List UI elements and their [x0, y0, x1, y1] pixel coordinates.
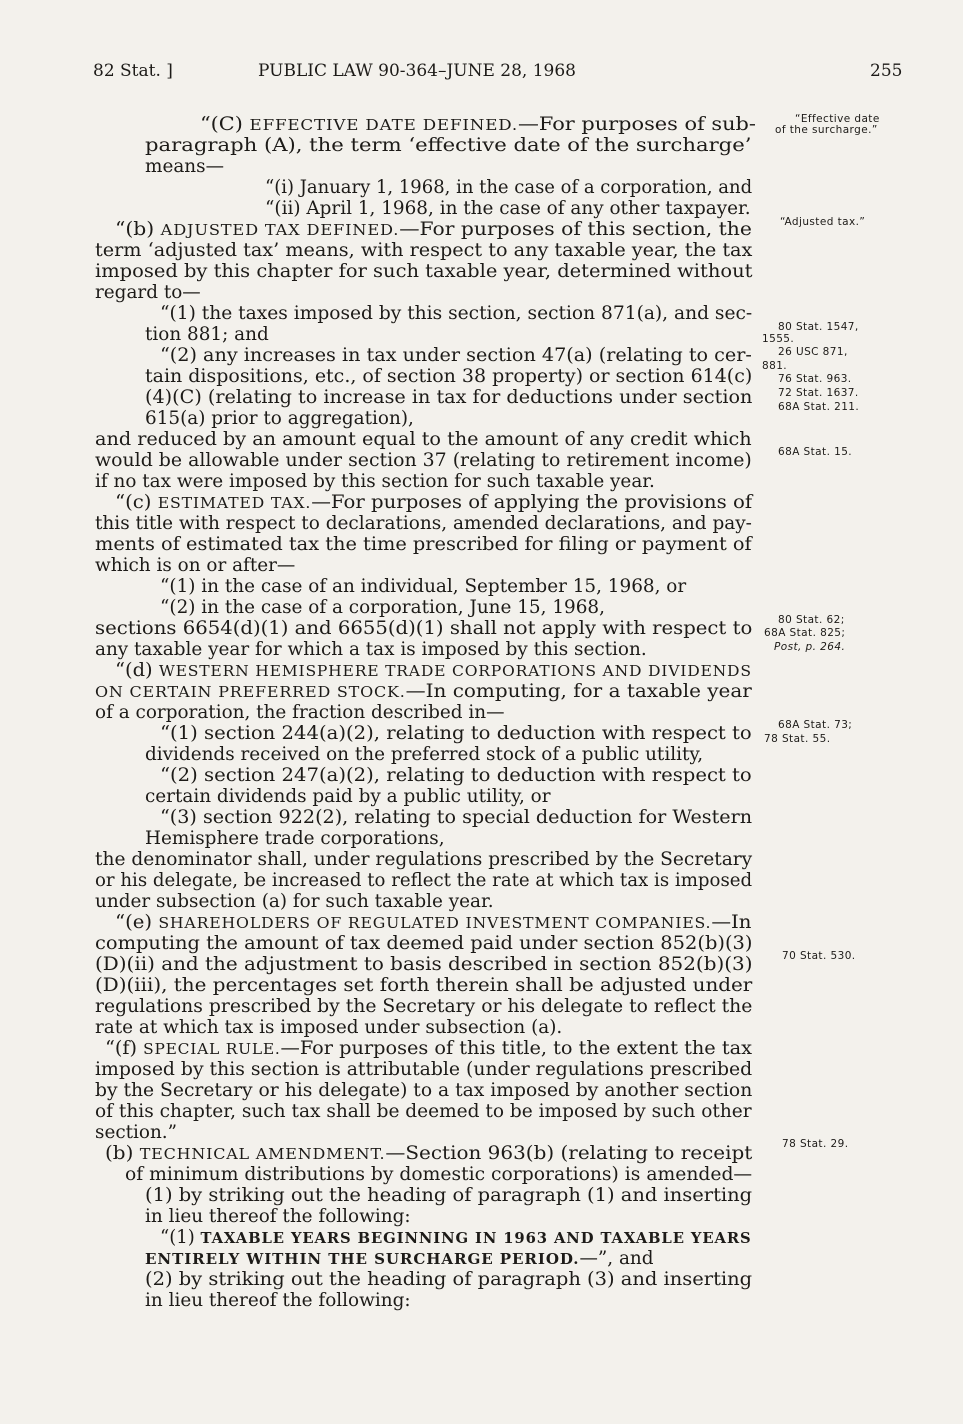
text-line — [160, 765, 752, 787]
text-line — [145, 786, 551, 808]
text-span: —In computing, for a taxable year — [405, 681, 752, 702]
text-span: computing the amount of tax deemed paid under section 852(b)(3) — [95, 933, 753, 954]
text-line — [95, 555, 295, 577]
text-span: “(f) — [105, 1038, 144, 1059]
text-line — [95, 996, 752, 1018]
text-span: certain dividends paid by a public utility, or — [145, 786, 551, 807]
text-line — [145, 324, 269, 346]
text-span: WESTERN HEMISPHERE TRADE CORPORATIONS AND DIVIDENDS — [158, 663, 752, 680]
text-line — [160, 576, 686, 598]
text-line — [265, 198, 751, 220]
text-span: “(2) section 247(a)(2), relating to deduction with respect to — [160, 765, 752, 786]
text-line — [160, 723, 752, 745]
text-span: —”, and — [579, 1248, 654, 1269]
text-span: in lieu thereof the following: — [145, 1206, 411, 1227]
margin-note: 72 Stat. 1637. — [778, 387, 859, 399]
running-head-title: PUBLIC LAW 90-364–JUNE 28, 1968 — [258, 61, 576, 81]
text-line — [265, 177, 752, 199]
text-span: ENTIRELY WITHIN THE SURCHARGE PERIOD. — [145, 1250, 580, 1268]
running-head-citation: 82 Stat. ] — [93, 61, 173, 81]
text-span: (D)(iii), the percentages set forth therein shall be adjusted under — [95, 975, 753, 996]
text-line — [95, 534, 752, 556]
text-span: of minimum distributions by domestic corporations) is amended— — [125, 1164, 753, 1185]
text-span: tion 881; and — [145, 324, 269, 345]
text-span: TAXABLE YEARS BEGINNING IN 1963 AND TAXABLE YEARS — [200, 1229, 752, 1247]
text-line — [145, 366, 752, 388]
margin-note: 68A Stat. 15. — [778, 446, 853, 458]
text-line — [145, 1206, 411, 1228]
text-line — [95, 1080, 752, 1102]
margin-note: 78 Stat. 29. — [782, 1138, 849, 1150]
text-line — [145, 156, 224, 178]
text-span: (b) — [105, 1143, 140, 1164]
text-line — [95, 513, 752, 535]
margin-note: 68A Stat. 211. — [778, 401, 860, 413]
text-line — [115, 912, 751, 935]
text-line — [200, 114, 756, 137]
text-span: imposed by this section is attributable (under regulations prescribed — [95, 1059, 753, 1080]
text-line — [95, 639, 647, 661]
text-line — [115, 219, 752, 242]
text-span: “(3) section 922(2), relating to special deduction for Western — [160, 807, 753, 828]
text-span: (2) by striking out the heading of paragraph (3) and inserting — [145, 1269, 753, 1290]
text-line — [115, 660, 752, 683]
text-line — [95, 1122, 177, 1144]
text-line — [145, 387, 752, 409]
margin-note: 76 Stat. 963. — [778, 373, 852, 385]
text-line — [95, 1101, 752, 1123]
margin-note: 78 Stat. 55. — [764, 733, 831, 745]
text-line — [125, 1164, 752, 1186]
text-span: 615(a) prior to aggregation), — [145, 408, 414, 429]
text-span: “(c) — [115, 492, 158, 513]
text-span: any taxable year for which a tax is imposed by this section. — [95, 639, 647, 660]
margin-note: 80 Stat. 62; — [778, 614, 845, 626]
text-span: “(2) any increases in tax under section 47(a) (relating to cer- — [160, 345, 752, 366]
text-span: or his delegate, be increased to reflect the rate at which tax is imposed — [95, 870, 753, 891]
text-span: (1) by striking out the heading of paragraph (1) and inserting — [145, 1185, 753, 1206]
margin-note: “Adjusted tax.” — [780, 216, 866, 228]
text-span: (D)(ii) and the adjustment to basis described in section 852(b)(3) — [95, 954, 753, 975]
text-span: SPECIAL RULE. — [143, 1041, 281, 1058]
text-span: —For purposes of this section, the — [399, 219, 752, 240]
text-line — [160, 597, 605, 619]
text-span: the denominator shall, under regulations prescribed by the Secretary — [95, 849, 753, 870]
text-line — [95, 429, 752, 451]
text-span: —Section 963(b) (relating to receipt — [385, 1143, 753, 1164]
text-line — [95, 261, 752, 283]
text-line — [95, 702, 505, 724]
margin-note: 80 Stat. 1547, — [778, 321, 859, 333]
text-line — [95, 618, 752, 640]
text-span: “(1) section 244(a)(2), relating to deduction with respect to — [160, 723, 752, 744]
text-span: rate at which tax is imposed under subsection (a). — [95, 1017, 563, 1038]
text-span: term ‘adjusted tax’ means, with respect to any taxable year, the tax — [95, 240, 753, 261]
text-line — [95, 471, 655, 493]
text-line — [95, 681, 752, 704]
text-line — [95, 1017, 562, 1039]
margin-note: 68A Stat. 73; — [778, 719, 853, 731]
text-line — [145, 744, 703, 766]
margin-note: of the surcharge.” — [775, 124, 878, 136]
text-span: “(2) in the case of a corporation, June 15, 1968, — [160, 597, 605, 618]
text-line — [95, 933, 752, 955]
text-span: means— — [145, 156, 224, 177]
text-span: section.” — [95, 1122, 178, 1143]
text-line — [105, 1038, 752, 1061]
text-span: (4)(C) (relating to increase in tax for deductions under section — [145, 387, 753, 408]
text-span: under subsection (a) for such taxable year. — [95, 891, 494, 912]
text-span: “(b) — [115, 219, 161, 240]
text-line — [95, 975, 752, 997]
text-line — [95, 1059, 752, 1081]
text-span: “(C) — [200, 114, 250, 135]
text-span: “(e) — [115, 912, 159, 933]
margin-note: 68A Stat. 825; — [764, 627, 846, 639]
text-span: —For purposes of applying the provisions of — [311, 492, 753, 513]
text-line — [160, 345, 752, 367]
text-line — [145, 1185, 752, 1207]
margin-note: 1555. — [762, 333, 795, 345]
text-line — [160, 807, 752, 829]
margin-note: 881. — [762, 360, 788, 372]
text-line — [95, 870, 752, 892]
margin-note: 26 USC 871, — [778, 346, 848, 358]
text-span: and reduced by an amount equal to the amount of any credit which — [95, 429, 752, 450]
text-span: “(d) — [115, 660, 159, 681]
text-line — [95, 240, 752, 262]
text-span: by the Secretary or his delegate) to a tax imposed by another section — [95, 1080, 753, 1101]
text-span: ADJUSTED TAX DEFINED. — [160, 222, 400, 239]
text-line — [95, 282, 201, 304]
text-span: “(i) January 1, 1968, in the case of a corporation, and — [265, 177, 753, 198]
text-line — [105, 1143, 752, 1166]
text-span: ESTIMATED TAX. — [157, 495, 312, 512]
text-span: which is on or after— — [95, 555, 296, 576]
text-span: Hemisphere trade corporations, — [145, 828, 445, 849]
text-span: would be allowable under section 37 (relating to retirement income) — [95, 450, 752, 471]
text-line — [95, 891, 494, 913]
text-line — [95, 849, 752, 871]
text-line — [145, 1248, 654, 1270]
text-span: sections 6654(d)(1) and 6655(d)(1) shall not apply with respect to — [95, 618, 753, 639]
text-span: ments of estimated tax the time prescribed for filing or payment of — [95, 534, 752, 555]
text-span: tain dispositions, etc., of section 38 property) or section 614(c) — [145, 366, 753, 387]
text-span: “(ii) April 1, 1968, in the case of any other taxpayer. — [265, 198, 751, 219]
text-span: paragraph (A), the term ‘effective date of the surcharge’ — [145, 135, 752, 156]
text-line — [115, 492, 752, 515]
text-line — [145, 408, 414, 430]
text-span: “(1) the taxes imposed by this section, section 871(a), and sec- — [160, 303, 753, 324]
text-span: “(1) in the case of an individual, September 15, 1968, or — [160, 576, 687, 597]
text-line — [145, 828, 445, 850]
text-span: —In — [711, 912, 752, 933]
text-span: dividends received on the preferred stock of a public utility, — [145, 744, 704, 765]
text-line — [145, 1269, 752, 1291]
page-number: 255 — [870, 61, 903, 81]
text-line — [145, 135, 751, 157]
text-span: imposed by this chapter for such taxable year, determined without — [95, 261, 753, 282]
text-span: this title with respect to declarations, amended declarations, and pay- — [95, 513, 752, 534]
text-span: ON CERTAIN PREFERRED STOCK. — [95, 684, 406, 701]
text-line — [160, 1227, 752, 1249]
text-line — [160, 303, 752, 325]
text-span: of this chapter, such tax shall be deemed to be imposed by such other — [95, 1101, 752, 1122]
text-span: —For purposes of sub- — [517, 114, 756, 135]
margin-note: “Effective date — [795, 113, 880, 125]
text-span: in lieu thereof the following: — [145, 1290, 411, 1311]
text-span: regulations prescribed by the Secretary or his delegate to reflect the — [95, 996, 753, 1017]
text-span: if no tax were imposed by this section for such taxable year. — [95, 471, 655, 492]
text-span: “(1) — [160, 1227, 201, 1248]
text-span: of a corporation, the fraction described in— — [95, 702, 505, 723]
margin-note: 70 Stat. 530. — [782, 950, 856, 962]
text-span: —For purposes of this title, to the extent the tax — [280, 1038, 752, 1059]
text-span: SHAREHOLDERS OF REGULATED INVESTMENT COMPANIES. — [158, 915, 712, 932]
text-span: TECHNICAL AMENDMENT. — [139, 1146, 386, 1163]
text-line — [145, 1290, 411, 1312]
text-line — [95, 450, 752, 472]
text-span: regard to— — [95, 282, 201, 303]
margin-note: Post, p. 264. — [774, 641, 846, 653]
text-line — [95, 954, 752, 976]
text-span: EFFECTIVE DATE DEFINED. — [249, 117, 518, 134]
